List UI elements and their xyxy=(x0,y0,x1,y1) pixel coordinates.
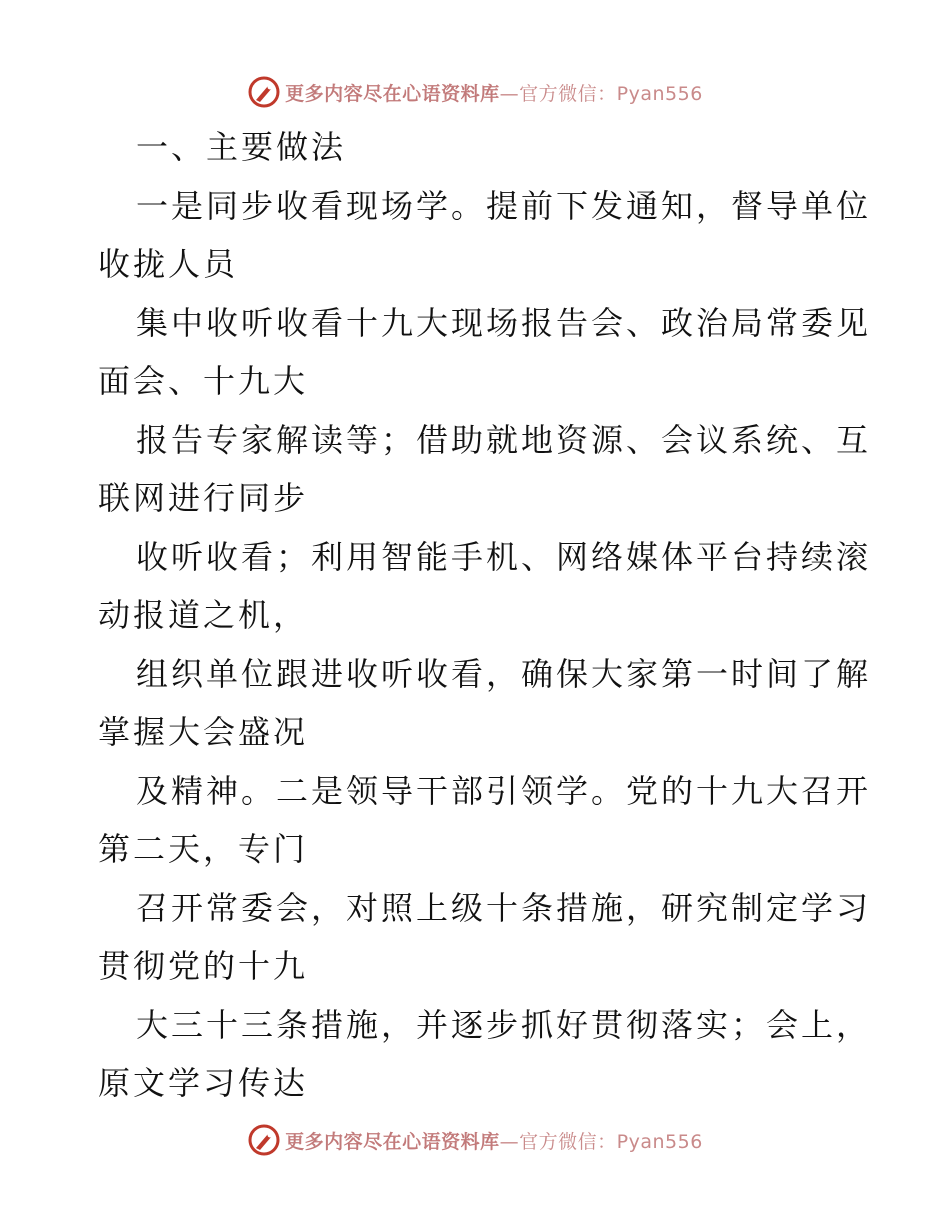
text-line: 面会、十九大 xyxy=(98,362,309,400)
pen-nib-logo-icon xyxy=(247,75,281,109)
text-line: 收拢人员 xyxy=(98,245,239,283)
text-line: 集中收听收看十九大现场报告会、政治局常委见 xyxy=(136,303,872,342)
header-brand-name: 更多内容尽在心语资料库 xyxy=(285,82,500,105)
header-banner xyxy=(0,72,950,112)
footer-brand-text xyxy=(285,1127,703,1154)
text-line: 报告专家解读等；借助就地资源、会议系统、互 xyxy=(136,420,872,459)
text-line: 召开常委会，对照上级十条措施，研究制定学习 xyxy=(136,888,872,927)
text-line: 一是同步收看现场学。提前下发通知，督导单位 xyxy=(136,186,872,225)
footer-brand-contact: —官方微信：Pyan556 xyxy=(499,1130,703,1153)
pen-nib-logo-icon xyxy=(247,1123,281,1157)
text-line: 贯彻党的十九 xyxy=(98,947,309,985)
text-line: 一、主要做法 xyxy=(136,128,347,166)
text-line: 第二天，专门 xyxy=(98,830,309,868)
footer-banner xyxy=(0,1120,950,1160)
text-line: 组织单位跟进收听收看，确保大家第一时间了解 xyxy=(136,654,872,693)
text-line: 动报道之机， xyxy=(98,596,309,634)
text-line: 收听收看；利用智能手机、网络媒体平台持续滚 xyxy=(136,537,872,576)
text-line: 及精神。二是领导干部引领学。党的十九大召开 xyxy=(136,771,872,810)
footer-brand-name: 更多内容尽在心语资料库 xyxy=(285,1130,500,1153)
document-body xyxy=(98,118,872,1113)
header-brand-contact: —官方微信：Pyan556 xyxy=(499,82,703,105)
text-line: 原文学习传达 xyxy=(98,1064,309,1102)
text-line: 掌握大会盛况 xyxy=(98,713,309,751)
text-line: 大三十三条措施，并逐步抓好贯彻落实；会上， xyxy=(136,1005,872,1044)
text-line: 联网进行同步 xyxy=(98,479,309,517)
header-brand-text xyxy=(285,79,703,106)
